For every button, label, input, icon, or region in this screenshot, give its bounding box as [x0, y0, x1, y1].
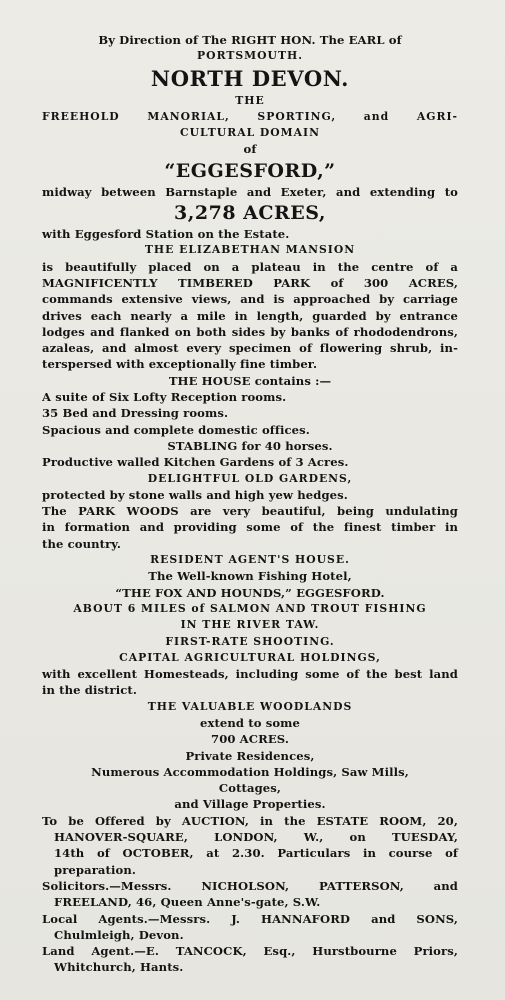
notice-line: Spacious and complete domestic offices.	[42, 422, 310, 437]
notice-line: terspersed with exceptionally fine timber.	[42, 357, 318, 372]
notice-line: Chulmleigh, Devon.	[54, 927, 184, 942]
notice-line: is beautifully placed on a plateau in the centre of a	[42, 259, 458, 274]
auction-notice	[42, 32, 458, 976]
notice-line: preparation.	[54, 862, 136, 877]
notice-line: The PARK WOODS are very beautiful, being undulating	[42, 504, 458, 519]
notice-line: with excellent Homesteads, including some of the best land	[42, 667, 458, 682]
notice-line: Private Residences,	[185, 748, 315, 763]
notice-line: Numerous Accommodation Holdings, Saw Mills,	[91, 764, 409, 779]
notice-line: commands extensive views, and is approached by carriage	[42, 292, 458, 307]
notice-line: with Eggesford Station on the Estate.	[42, 227, 290, 242]
notice-line: 14th of OCTOBER, at 2.30. Particulars in course of	[54, 846, 458, 861]
notice-line: FREELAND, 46, Queen Anne's-gate, S.W.	[54, 895, 321, 910]
estate-name: “EGGESFORD,”	[164, 159, 336, 182]
notice-line: lodges and flanked on both sides by banks of rhododendrons,	[42, 324, 458, 339]
section-heading: ABOUT 6 MILES of SALMON AND TROUT FISHING	[73, 601, 427, 615]
notice-line: CULTURAL DOMAIN	[180, 126, 320, 140]
notice-line: A suite of Six Lofty Reception rooms.	[42, 390, 287, 405]
notice-line: The Well-known Fishing Hotel,	[148, 569, 352, 584]
notice-heading: NORTH DEVON.	[150, 65, 350, 91]
notice-line: and Village Properties.	[174, 797, 326, 812]
section-heading: THE VALUABLE WOODLANDS	[147, 699, 353, 713]
notice-line: By Direction of The RIGHT HON. The EARL of	[98, 33, 402, 47]
notice-line: HANOVER-SQUARE, LONDON, W., on TUESDAY,	[54, 830, 458, 845]
notice-line: the country.	[42, 536, 121, 551]
notice-line: “THE FOX AND HOUNDS,” EGGESFORD.	[115, 585, 385, 600]
notice-line: midway between Barnstaple and Exeter, and extending to	[42, 184, 458, 199]
section-heading: DELIGHTFUL OLD GARDENS,	[147, 471, 353, 485]
notice-line: azaleas, and almost every specimen of flowering shrub, in-	[42, 341, 458, 356]
notice-line: Cottages,	[218, 781, 282, 796]
notice-line: Productive walled Kitchen Gardens of 3 Acres.	[42, 455, 349, 470]
notice-line: of	[243, 142, 257, 157]
notice-line: Solicitors.—Messrs. NICHOLSON, PATTERSON, and	[42, 878, 458, 893]
notice-line: THE	[235, 93, 265, 107]
notice-line: 700 ACRES.	[211, 732, 289, 747]
notice-line: in formation and providing some of the finest timber in	[42, 520, 458, 535]
notice-line: extend to some	[199, 715, 301, 730]
notice-line: 35 Bed and Dressing rooms.	[42, 406, 229, 421]
notice-line: MAGNIFICENTLY TIMBERED PARK of 300 ACRES,	[42, 275, 458, 290]
section-heading: STABLING for 40 horses.	[167, 438, 333, 453]
estate-acreage: 3,278 ACRES,	[174, 202, 326, 225]
section-heading: THE HOUSE contains :—	[168, 373, 332, 388]
section-heading: IN THE RIVER TAW.	[180, 618, 320, 632]
section-heading: FIRST-RATE SHOOTING.	[165, 634, 335, 648]
notice-line: Whitchurch, Hants.	[54, 960, 184, 975]
notice-line: Local Agents.—Messrs. J. HANNAFORD and SONS,	[42, 911, 458, 926]
section-heading: RESIDENT AGENT'S HOUSE.	[150, 553, 350, 567]
notice-line: in the district.	[42, 683, 138, 698]
notice-line: FREEHOLD MANORIAL, SPORTING, and AGRI-	[42, 109, 458, 123]
notice-line: PORTSMOUTH.	[197, 49, 303, 63]
notice-line: drives each nearly a mile in length, guarded by entrance	[42, 308, 458, 323]
section-heading: CAPITAL AGRICULTURAL HOLDINGS,	[119, 650, 381, 664]
notice-line: protected by stone walls and high yew hedges.	[42, 487, 348, 502]
notice-line: Land Agent.—E. TANCOCK, Esq., Hurstbourne Priors,	[42, 944, 458, 959]
notice-line: To be Offered by AUCTION, in the ESTATE ROOM, 20,	[42, 813, 458, 828]
section-heading: THE ELIZABETHAN MANSION	[144, 243, 356, 257]
